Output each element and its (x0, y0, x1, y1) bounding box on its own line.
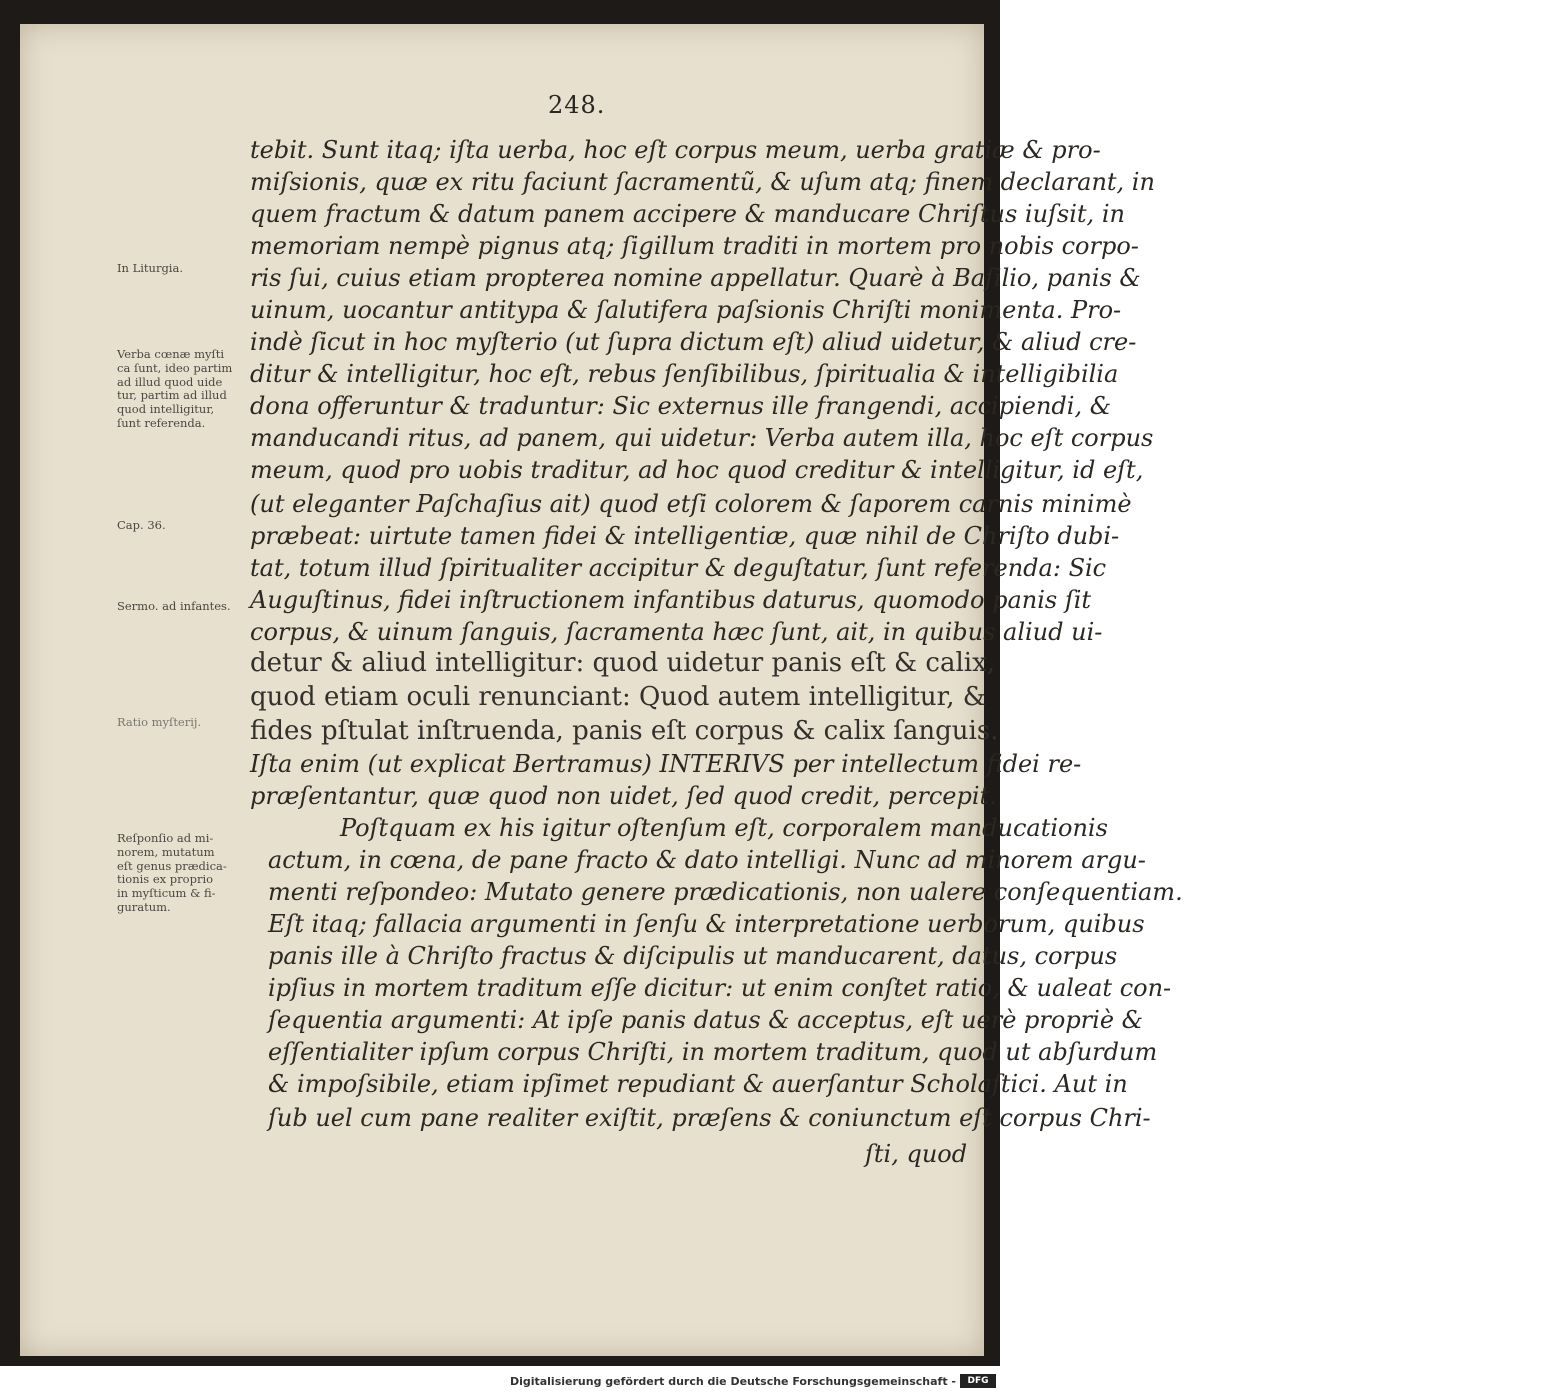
body-line: Iſta enim (ut explicat Bertramus) INTERIVS per intellectum fidei re- (250, 750, 1082, 778)
body-line: meum, quod pro uobis traditur, ad hoc quod creditur & intelligitur, id eſt, (250, 456, 1144, 484)
body-line: præbeat: uirtute tamen fidei & intelligentiæ, quæ nihil de Chriſto dubi- (250, 522, 1120, 550)
margin-note-line: Ratio myſterij. (117, 715, 202, 729)
body-line: detur & aliud intelligitur: quod uidetur panis eſt & calix, (250, 648, 996, 678)
margin-note-line: In Liturgia. (117, 261, 183, 275)
body-line: uinum, uocantur antitypa & ſalutifera paſsionis Chriſti monimenta. Pro- (250, 296, 1122, 324)
page-number: 248. (548, 91, 606, 119)
body-line: quod etiam oculi renunciant: Quod autem intelligitur, & (250, 682, 986, 712)
body-line: ſti, quod (865, 1140, 968, 1168)
body-line: Auguſtinus, fidei inſtructionem infantibus daturus, quomodo panis ſit (250, 586, 1092, 614)
body-line: ditur & intelligitur, hoc eſt, rebus ſenſibilibus, ſpiritualia & intelligibilia (250, 360, 1119, 388)
body-line: tat, totum illud ſpiritualiter accipitur & deguſtatur, ſunt referenda: Sic (250, 554, 1107, 582)
margin-note-line: Reſponſio ad mi- (117, 831, 214, 845)
body-line: ris ſui, cuius etiam propterea nomine appellatur. Quarè à Baſilio, panis & (250, 264, 1141, 292)
margin-note (117, 600, 231, 614)
body-line: tebit. Sunt itaq; iſta uerba, hoc eſt corpus meum, uerba gratiæ & pro- (250, 136, 1101, 164)
body-line: & impoſsibile, etiam ipſimet repudiant & auerſantur Scholaſtici. Aut in (268, 1070, 1128, 1098)
body-line: (ut eleganter Paſchaſius ait) quod etſi colorem & ſaporem carnis minimè (250, 490, 1132, 518)
body-line: Poſtquam ex his igitur oſtenſum eſt, corporalem manducationis (340, 814, 1108, 842)
margin-note-line: tionis ex proprio (117, 872, 214, 887)
footer-bar (0, 1370, 1000, 1395)
body-line: fides pſtulat inſtruenda, panis eſt corpus & calix ſanguis. (250, 716, 999, 746)
margin-note-line: eſt genus prædica- (117, 858, 227, 873)
margin-note-line: in myſticum & fi- (117, 886, 216, 901)
margin-note (117, 832, 227, 915)
body-line: manducandi ritus, ad panem, qui uidetur: Verba autem illa, hoc eſt corpus (250, 424, 1154, 452)
dfg-logo-icon: DFG (960, 1374, 996, 1388)
body-line: panis ille à Chriſto fractus & diſcipulis ut manducarent, datus, corpus (268, 942, 1118, 970)
margin-note-line: Cap. 36. (117, 518, 166, 532)
margin-note (117, 519, 166, 533)
body-line: indè ſicut in hoc myſterio (ut ſupra dictum eſt) aliud uidetur, & aliud cre- (250, 328, 1137, 356)
margin-note-line: norem, mutatum (117, 844, 215, 859)
margin-note (117, 262, 183, 276)
body-line: memoriam nempè pignus atq; ſigillum traditi in mortem pro nobis corpo- (250, 232, 1139, 260)
body-line: eſſentialiter ipſum corpus Chriſti, in mortem traditum, quod ut abſurdum (268, 1038, 1158, 1066)
margin-note-line: Verba cœnæ myſti (117, 347, 225, 361)
body-line: quem fractum & datum panem accipere & manducare Chriſtus iuſsit, in (250, 200, 1125, 228)
body-line: menti reſpondeo: Mutato genere prædicationis, non ualere conſequentiam. (268, 878, 1183, 906)
margin-note-line: ſunt referenda. (117, 415, 206, 430)
body-line: ſequentia argumenti: At ipſe panis datus & acceptus, eſt uerè propriè & (268, 1006, 1144, 1034)
margin-note (117, 348, 232, 431)
body-line: ſub uel cum pane realiter exiſtit, præſens & coniunctum eſt corpus Chri- (268, 1104, 1151, 1132)
margin-note-line: guratum. (117, 899, 171, 914)
body-line: Eſt itaq; fallacia argumenti in ſenſu & interpretatione uerborum, quibus (268, 910, 1145, 938)
margin-note (117, 716, 201, 730)
margin-note-line: Sermo. ad infantes. (117, 599, 231, 613)
footer-credit: Digitalisierung gefördert durch die Deutsche Forschungsgemeinschaft - (509, 1375, 956, 1388)
body-line: præſentantur, quæ quod non uidet, ſed quod credit, percepit. (250, 782, 997, 810)
body-line: actum, in cœna, de pane fracto & dato intelligi. Nunc ad minorem argu- (268, 846, 1146, 874)
body-line: ipſius in mortem traditum eſſe dicitur: ut enim conſtet ratio, & ualeat con- (268, 974, 1172, 1002)
margin-note-line: tur, partim ad illud (117, 388, 227, 403)
body-line: corpus, & uinum ſanguis, ſacramenta hæc ſunt, ait, in quibus aliud ui- (250, 618, 1103, 646)
margin-note-line: ad illud quod uide (117, 374, 223, 389)
margin-note-line: quod intelligitur, (117, 402, 215, 417)
margin-note-line: ca ſunt, ideo partim (117, 360, 233, 375)
body-line: dona offeruntur & traduntur: Sic externus ille frangendi, accipiendi, & (250, 392, 1112, 420)
body-line: miſsionis, quæ ex ritu faciunt ſacramentũ, & uſum atq; finem declarant, in (250, 168, 1155, 196)
